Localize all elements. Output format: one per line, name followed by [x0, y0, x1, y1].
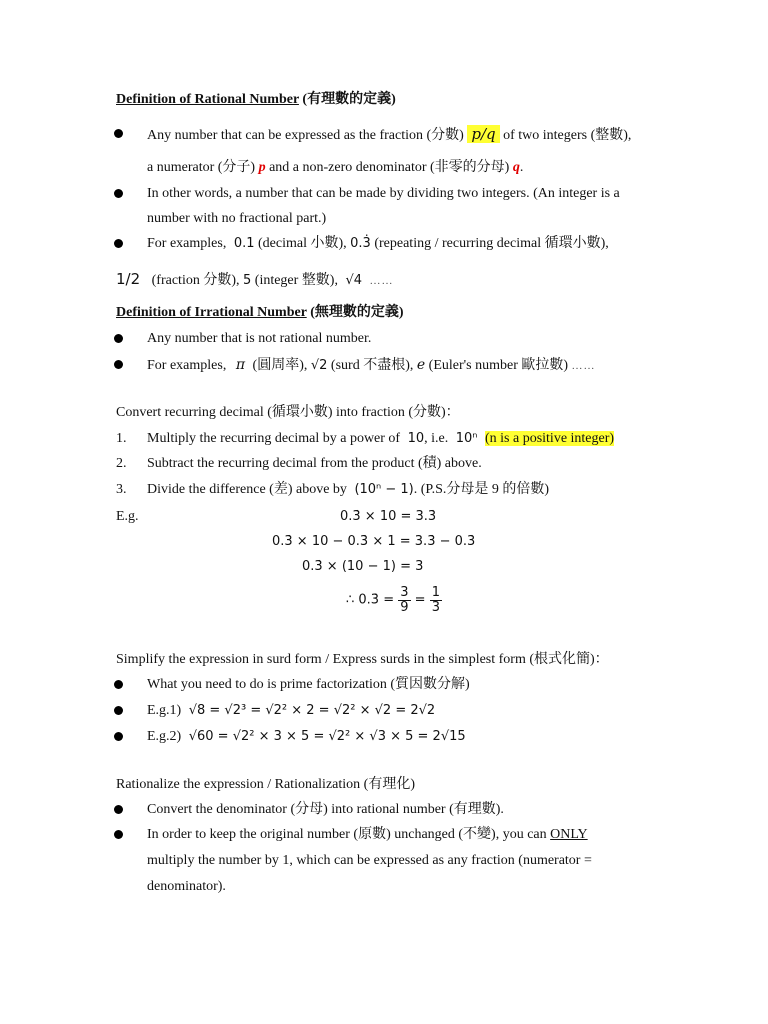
fraction-1-3	[430, 586, 442, 615]
bullet-icon	[114, 239, 123, 248]
bullet-icon	[114, 706, 123, 715]
ten-power-n: 10ⁿ	[455, 431, 478, 446]
example-5: 5	[243, 273, 252, 288]
equation-3: 0.3̇ × (10 − 1) = 3	[302, 559, 424, 574]
convert-step-2: Subtract the recurring decimal from the product (積) above.	[147, 456, 482, 471]
e-symbol: e	[416, 357, 426, 373]
irrational-b2	[147, 356, 596, 375]
equation-1: 0.3̇ × 10 = 3.3̇	[340, 509, 437, 524]
irrational-heading-text: Definition of Irrational Number	[116, 305, 307, 320]
eg-label: E.g.	[116, 509, 139, 524]
eg2-expression: √60 = √2² × 3 × 5 = √2² × √3 × 5 = 2√15	[188, 729, 466, 744]
example-half: 1/2	[116, 270, 141, 288]
simplify-eg2	[147, 728, 466, 746]
rationalize-b2-text: In order to keep the original number (原數) unchanged (不變), you can	[147, 827, 551, 842]
rational-bullet-1-line-2	[147, 159, 523, 177]
examples-label: For examples,	[147, 358, 227, 373]
step-1-text: Multiply the recurring decimal by a power of	[147, 431, 401, 446]
pi-label: (圓周率),	[252, 358, 308, 373]
fraction-pq: p/q	[467, 125, 499, 143]
ie-text: , i.e.	[424, 431, 449, 446]
bullet-icon	[114, 805, 123, 814]
eg1-label: E.g.1)	[147, 703, 182, 718]
rationalize-title: Rationalize the expression / Rationalization (有理化)	[116, 777, 415, 792]
simplify-eg1	[147, 702, 435, 720]
irrational-heading-zh: (無理數的定義)	[306, 305, 404, 320]
integer-label: (integer 整數),	[254, 273, 338, 288]
equation-4	[346, 586, 442, 615]
rational-b1-text-2: of two integers (整數),	[503, 128, 632, 143]
rational-heading-text: Definition of Rational Number	[116, 92, 299, 107]
bullet-icon	[114, 680, 123, 689]
example-sqrt4: √4	[345, 273, 363, 288]
q-symbol: q	[512, 160, 520, 175]
bullet-icon	[114, 189, 123, 198]
rational-b2-line-1: In other words, a number that can be made by dividing two integers. (An integer is a	[147, 186, 620, 201]
bullet-icon	[114, 334, 123, 343]
recurring-label: (repeating / recurring decimal 循環小數),	[374, 236, 609, 251]
rational-b3-line-2	[116, 270, 394, 290]
step-number: 3.	[116, 482, 127, 497]
example-0-1: 0.1	[233, 236, 255, 251]
denominator-3: 3	[431, 600, 440, 615]
rational-bullet-1-line-1	[147, 125, 631, 145]
p-symbol: p	[258, 160, 266, 175]
rational-b1-text: Any number that can be expressed as the fraction (分數)	[147, 128, 464, 143]
irrational-heading	[116, 304, 404, 322]
denominator-text: and a non-zero denominator (非零的分母)	[269, 160, 510, 175]
fraction-3-9	[398, 586, 410, 615]
rational-heading-zh: (有理數的定義)	[298, 92, 396, 107]
numerator-1: 1	[431, 585, 440, 600]
euler-label: (Euler's number 歐拉數)	[428, 358, 569, 373]
step-number: 1.	[116, 431, 127, 446]
rational-heading	[116, 91, 396, 109]
bullet-icon	[114, 830, 123, 839]
simplify-title: Simplify the expression in surd form / Express surds in the simplest form (根式化簡)：	[116, 652, 609, 667]
examples-label: For examples,	[147, 236, 227, 251]
ps-note: . (P.S.分母是 9 的倍數)	[413, 482, 550, 497]
rationalize-b2-line-2: multiply the number by 1, which can be expressed as any fraction (numerator =	[147, 853, 592, 868]
convert-step-1	[147, 430, 614, 448]
step-number: 2.	[116, 456, 127, 471]
sqrt2-symbol: √2	[310, 358, 328, 373]
decimal-label: (decimal 小數),	[258, 236, 347, 251]
ten-power-n-minus-1: (10ⁿ − 1)	[354, 482, 414, 497]
eg2-label: E.g.2)	[147, 729, 182, 744]
rationalize-b1: Convert the denominator (分母) into rational number (有理數).	[147, 802, 504, 817]
therefore-text: ∴ 0.3̇ =	[346, 592, 395, 608]
numerator-text: a numerator (分子)	[147, 160, 256, 175]
eg1-expression: √8 = √2³ = √2² × 2 = √2² × √2 = 2√2	[188, 703, 436, 718]
equation-2: 0.3̇ × 10 − 0.3̇ × 1 = 3.3̇ − 0.3̇	[272, 534, 476, 549]
denominator-9: 9	[400, 600, 409, 615]
rationalize-b2-line-1	[147, 826, 588, 844]
ten-value: 10	[407, 431, 425, 446]
rationalize-b2-line-3: denominator).	[147, 879, 226, 894]
only-emphasis: ONLY	[550, 827, 588, 842]
ellipsis: ……	[369, 275, 394, 287]
numerator-3: 3	[400, 585, 409, 600]
simplify-b1: What you need to do is prime factorization (質因數分解)	[147, 677, 470, 692]
pi-symbol: π	[235, 357, 246, 373]
irrational-b1: Any number that is not rational number.	[147, 331, 372, 346]
convert-step-3	[147, 481, 549, 499]
rational-b2-line-2: number with no fractional part.)	[147, 211, 327, 226]
bullet-icon	[114, 732, 123, 741]
positive-integer-note: (n is a positive integer)	[484, 431, 615, 446]
fraction-label: (fraction 分數),	[151, 273, 240, 288]
example-recurring: 0.3̇	[350, 236, 371, 251]
ellipsis: ……	[571, 360, 596, 372]
bullet-icon	[114, 360, 123, 369]
rational-b3-line-1	[147, 235, 609, 253]
surd-label: (surd 不盡根),	[330, 358, 414, 373]
bullet-icon	[114, 129, 123, 138]
period: .	[519, 160, 524, 175]
equals-sign: =	[414, 592, 426, 608]
step-3-text: Divide the difference (差) above by	[147, 482, 347, 497]
convert-title: Convert recurring decimal (循環小數) into fraction (分數)：	[116, 405, 460, 420]
